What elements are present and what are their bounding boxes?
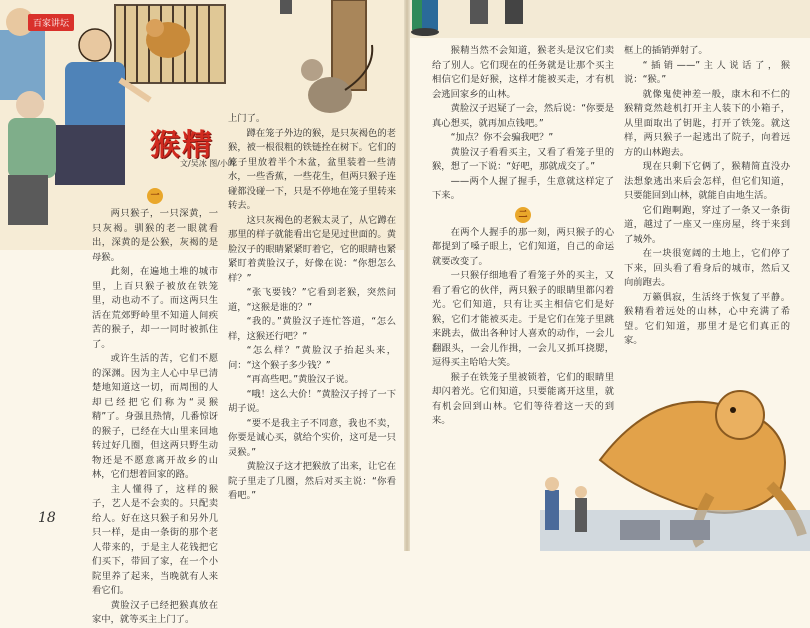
paragraph: “我的。”黄脸汉子连忙答道，“怎么样，这猴还行吧？” bbox=[228, 316, 396, 342]
paragraph: 黄脸汉子已经把猴真放在家中，就等买主上门了。 bbox=[92, 599, 218, 625]
paragraph: “插销——”主人说话了，猴说：“猴。” bbox=[624, 59, 790, 85]
paragraph: 这只灰褐色的老猴太灵了，从它蹲在那里的样子就能看出它是见过世面的。黄脸汉子的眼睛紧紧盯着它，它的眼睛也紧紧盯着黄脸汉子，好像在说：“你想怎么样？” bbox=[228, 214, 396, 284]
paragraph: 万籁俱寂，生活终于恢复了平静。猴精看着远处的山林，心中充满了希望。它们知道，那里才是它们真正的家。 bbox=[624, 291, 790, 346]
story-byline: 文/吴冰 图/小晖 bbox=[180, 159, 236, 168]
paragraph: “加点？你不会骗我吧？” bbox=[450, 132, 554, 143]
paragraph: 蹲在笼子外边的猴，是只灰褐色的老猴，被一根很粗的铁链拴在树下。它们的笼子里放着半个木盆，盆里装着一些清水，一些香蕉，一些花生，但两只猴子连碰都没碰一下，只是不停地在笼子里转来转去。 bbox=[228, 127, 396, 211]
section-marker: 二 bbox=[432, 207, 614, 223]
section-marker: 一 bbox=[92, 188, 218, 204]
column-badge: 百家讲坛 bbox=[28, 14, 74, 31]
paragraph: 上门了。 bbox=[228, 113, 266, 124]
paragraph: 它们跑啊跑，穿过了一条又一条街道，越过了一座又一座房屋，终于来到了城外。 bbox=[624, 204, 790, 245]
paragraph: “哦！这么大价！”黄脸汉子捋了一下胡子说。 bbox=[228, 388, 396, 414]
paragraph: 猴子在铁笼子里被锁着，它们的眼睛里却闪着光。它们知道，只要能离开这里，就有机会回到山林。它们等待着这一天的到来。 bbox=[432, 371, 614, 426]
paragraph: 在两个人握手的那一刻，两只猴子的心都提到了嗓子眼上，它们知道，自己的命运就要改变了。 bbox=[432, 226, 614, 267]
story-title: 猴精 bbox=[150, 128, 214, 163]
paragraph: “再高些吧。”黄脸汉子说。 bbox=[246, 374, 354, 385]
paragraph: 在一块很宽阔的土地上，它们停了下来，回头看了看身后的城市，然后又向前跑去。 bbox=[624, 248, 790, 288]
paragraph: 两只猴子，一只深黄，一只灰褐。驯猴的老一眼就看出，深黄的是公猴，灰褐的是母猴。 bbox=[92, 208, 218, 263]
paragraph: 框上的插销弹射了。 bbox=[624, 45, 708, 56]
paragraph: “要不是我主子不同意，我也不卖，你要是诚心买，就给个实价，这可是一只灵猴。” bbox=[228, 417, 396, 458]
right-column-2 bbox=[624, 44, 790, 400]
paragraph: “张飞要钱？”它看到老猴，突然问道，“这猴是谁的？” bbox=[228, 287, 396, 313]
paragraph: “怎么样？”黄脸汉子抬起头来，问：“这个猴子多少钱？” bbox=[228, 345, 396, 371]
paragraph: 黄脸汉子迟疑了一会，然后说：“你要是真心想买，就再加点钱吧。” bbox=[432, 103, 614, 129]
paragraph: 一只猴仔细地看了看笼子外的买主，又看了看它的伙伴，两只猴子的眼睛里都闪着光。它们知道，只有让买主相信它们是好猴，它们才能被买走。于是它们在笼子里跳来跳去，做出各种讨人喜欢的动作，一会儿翻跟头，一会儿作揖，一会儿又抓耳挠腮，逗得买主哈哈大笑。 bbox=[432, 270, 614, 368]
left-column-2 bbox=[228, 112, 396, 530]
paragraph: 此刻，在遍地土堆的城市里，上百只猴子被放在铁笼里，动也动不了。而这两只生活在荒郊野岭里不知道人间疾苦的猴子，却一一同时被抓住了。 bbox=[92, 266, 218, 350]
paragraph: ——两个人握了握手，生意就这样定了下来。 bbox=[432, 175, 614, 201]
paragraph: 黄脸汉子这才把猴放了出来，让它在院子里走了几圈，然后对买主说：“你看看吧。” bbox=[228, 461, 396, 501]
paragraph: 现在只剩下它俩了，猴精简直没办法想象逃出来后会怎样，但它们知道，只要能回到山林，就能自由地生活。 bbox=[624, 161, 790, 201]
paragraph: 主人懂得了，这样的猴子，艺人是不会卖的。只配卖给人。好在这只猴子和另外几只一样，是由一条街的那个老人带来的，于是主人花钱把它们买下，带回了家，在一个小院里养了起来，当晚就有人来看它们。 bbox=[92, 483, 218, 596]
illustration-drawing-right bbox=[540, 370, 810, 551]
paragraph: 或许生活的苦，它们不愿的深渊。因为主人心中早已清楚地知道这一切，而周围的人却已经把它们称为“灵猴精”了。身强且热情，几番惊讶的猴子，已经在大山里来回地转过好几圈，但这两只野生动物还是不愿意离开故乡的山林，它们想着回家的路。 bbox=[92, 353, 218, 480]
paragraph: 猴精当然不会知道，猴老头是汉它们卖给了别人。它们现在的任务就是让那个买主相信它们是好猴，这样才能被买走，才有机会逃回家乡的山林。 bbox=[432, 45, 614, 100]
story-illustration-right bbox=[540, 370, 810, 551]
paragraph: 黄脸汉子看看买主，又看了看笼子里的猴，想了一下说：“好吧，那就成交了。” bbox=[432, 146, 614, 172]
paragraph: 就像鬼使神差一般，康木和不仁的猴精竟然趁机打开主人装下的小箱子，从里面取出了钥匙，打开了铁笼。就这样，两只猴子一起逃出了院子，向着远方的山林跑去。 bbox=[624, 88, 790, 158]
page-gutter bbox=[404, 0, 410, 551]
story-illustration-top-right bbox=[410, 0, 810, 38]
left-column-1 bbox=[92, 185, 218, 625]
page-number: 18 bbox=[38, 510, 56, 526]
illustration-drawing-top-right bbox=[410, 0, 810, 38]
